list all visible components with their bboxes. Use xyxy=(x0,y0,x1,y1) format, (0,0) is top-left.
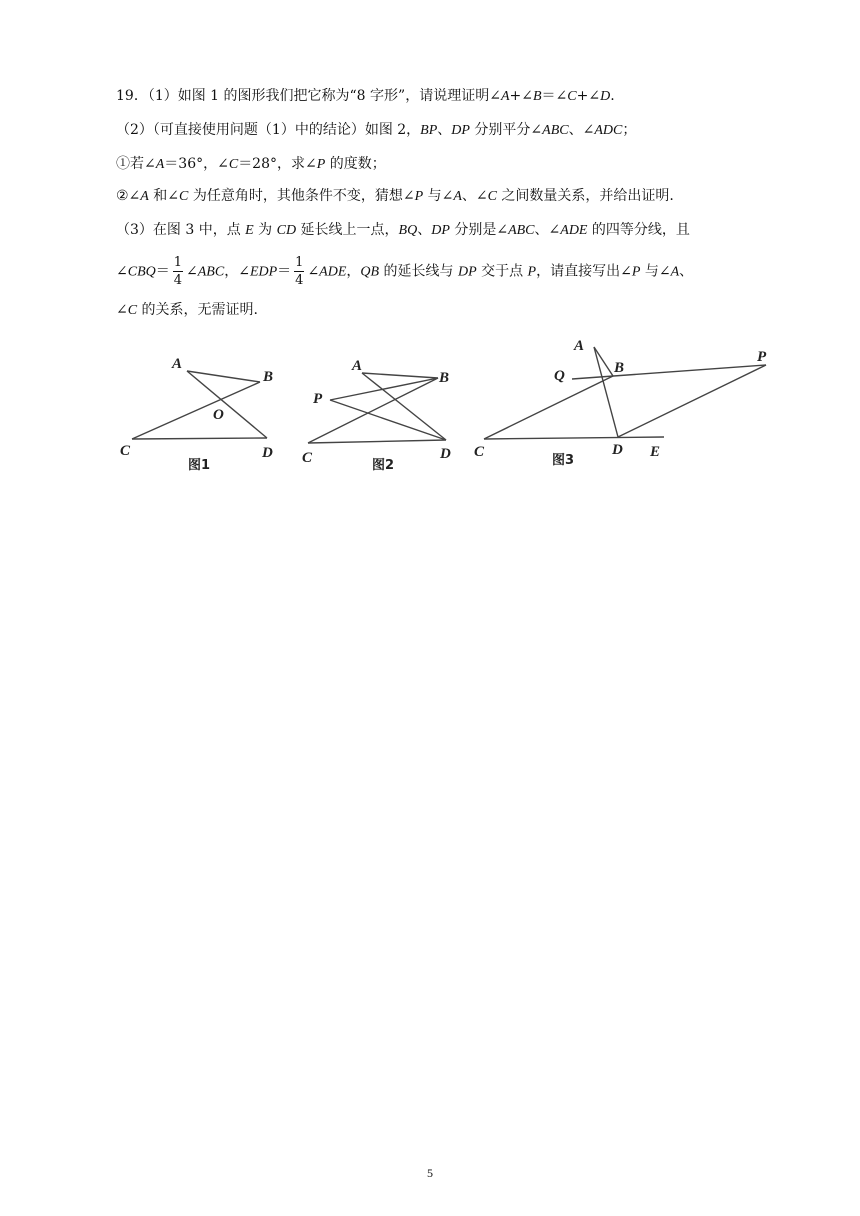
segment-BC xyxy=(308,378,438,443)
question-part3-end: ∠C 的关系，无需证明. xyxy=(116,302,258,318)
label-P: P xyxy=(757,349,767,365)
label-B: B xyxy=(614,360,625,376)
label-C: C xyxy=(120,443,131,459)
segment-DP xyxy=(330,400,446,440)
segment-BC xyxy=(484,376,613,439)
question-part3: （3）在图 3 中，点 E 为 CD 延长线上一点，BQ、DP 分别是∠ABC、∠ADE 的四等分线，且 xyxy=(116,222,690,238)
figure-3 xyxy=(470,334,790,484)
segment-BC xyxy=(132,382,260,439)
segment-AB xyxy=(594,347,613,376)
figure-3-caption: 图3 xyxy=(552,453,575,468)
label-D: D xyxy=(440,446,451,462)
segment-AB xyxy=(362,373,438,378)
figure-2 xyxy=(296,334,476,484)
question-part2-sub2: ②∠A 和∠C 为任意角时，其他条件不变，猜想∠P 与∠A、∠C 之间数量关系，并给出证明. xyxy=(116,188,674,204)
label-E: E xyxy=(650,444,661,460)
fraction-one-quarter: $\frac{1}{4}$ xyxy=(173,255,183,288)
question-part3-condition: ∠CBQ＝ $\frac{1}{4}$ ∠ABC，∠EDP＝ $\frac{1}{4}$ ∠ADE，QB 的延长线与 DP 交于点 P，请直接写出∠P 与∠A、 xyxy=(116,255,694,288)
label-B: B xyxy=(263,369,274,385)
segment-CD xyxy=(308,440,446,443)
label-C: C xyxy=(302,450,313,466)
label-P: P xyxy=(313,391,323,407)
segment-BP xyxy=(330,378,438,400)
segment-DP xyxy=(618,365,766,437)
page-number: 5 xyxy=(427,1166,433,1180)
label-Q: Q xyxy=(554,368,565,384)
figure-2-caption: 图2 xyxy=(372,458,395,473)
label-A: A xyxy=(574,338,585,354)
label-A: A xyxy=(172,356,183,372)
label-D: D xyxy=(262,445,273,461)
label-O: O xyxy=(213,407,224,423)
figure-1 xyxy=(112,334,292,484)
segment-AD xyxy=(362,373,446,440)
question-part1: 19．（1）如图 1 的图形我们把它称为“8 字形”，请说理证明∠A+∠B＝∠C+∠D. xyxy=(116,88,615,104)
fraction-one-quarter: $\frac{1}{4}$ xyxy=(295,255,304,288)
question-part2-sub1: ①若∠A＝36°，∠C＝28°，求∠P 的度数； xyxy=(116,156,386,172)
figure-1-caption: 图1 xyxy=(188,458,211,473)
label-C: C xyxy=(474,444,485,460)
question-part2: （2）（可直接使用问题（1）中的结论）如图 2，BP、DP 分别平分∠ABC、∠ADC； xyxy=(116,122,637,138)
segment-CD xyxy=(132,438,267,439)
label-B: B xyxy=(439,370,450,386)
label-D: D xyxy=(612,442,623,458)
segment-CE xyxy=(484,437,664,439)
label-A: A xyxy=(352,358,363,374)
